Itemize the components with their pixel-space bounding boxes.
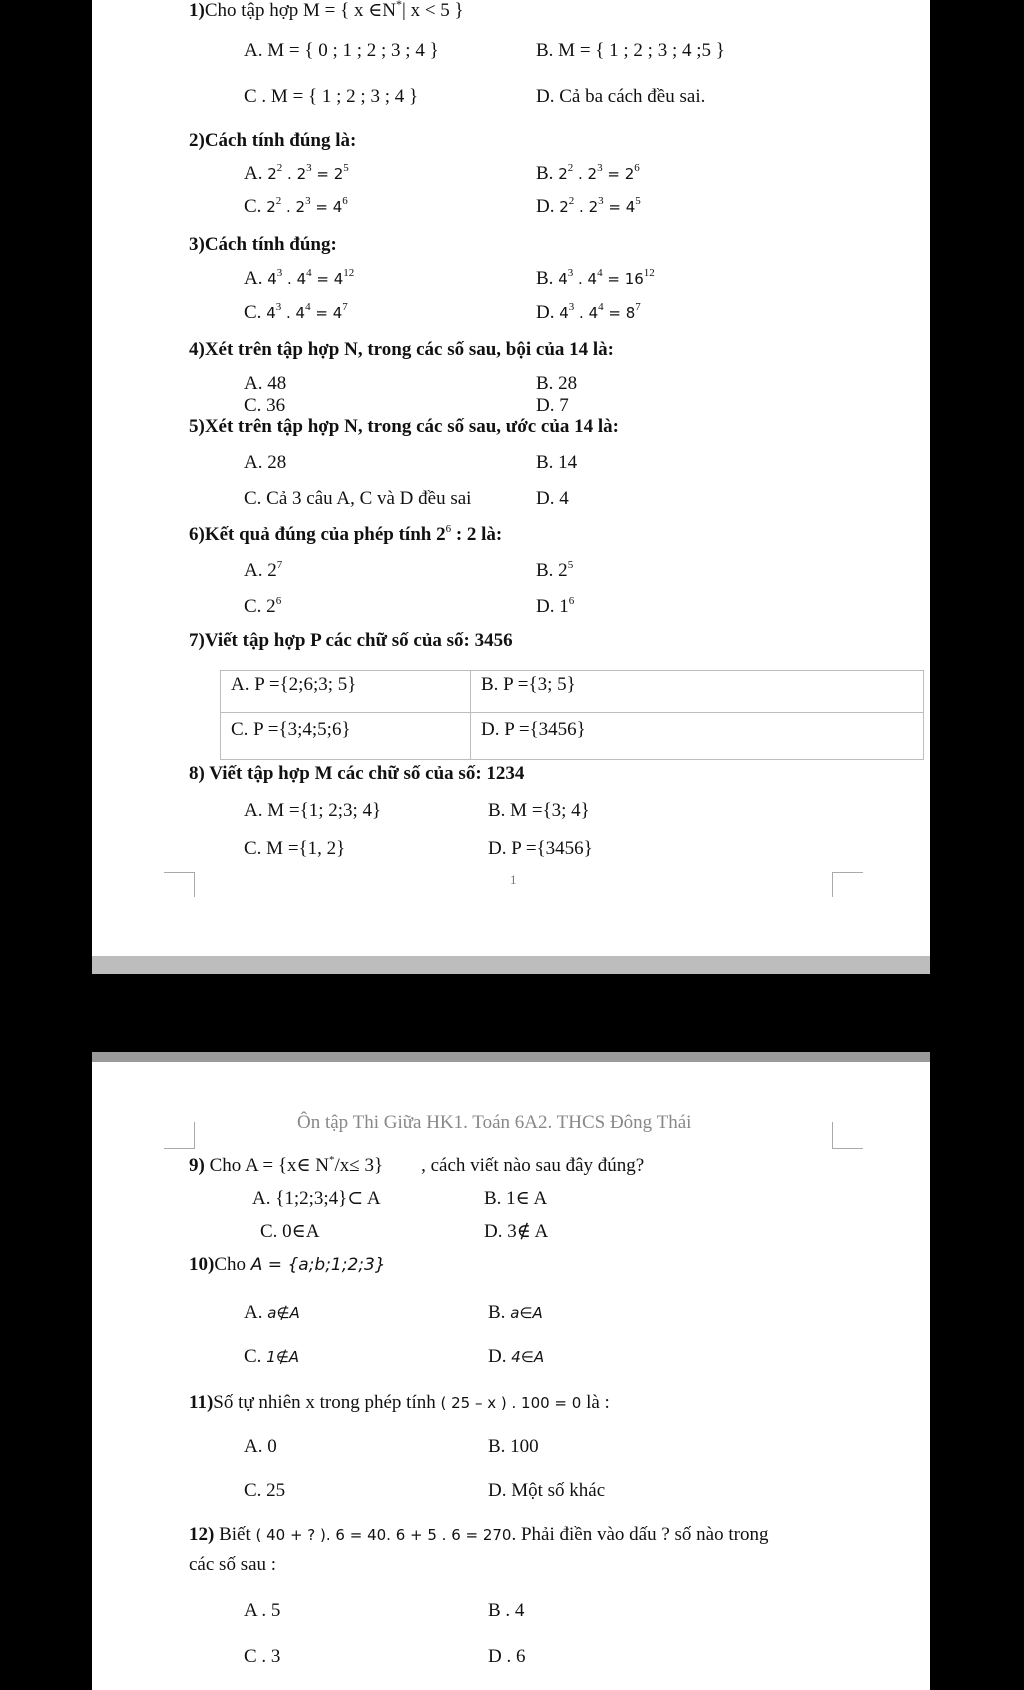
q9-option-c[interactable]: C. 0∈A bbox=[260, 1221, 320, 1242]
question-3: 3)Cách tính đúng: bbox=[189, 234, 337, 255]
question-10: 10)Cho A = {a;b;1;2;3} bbox=[189, 1254, 386, 1275]
q5-option-a[interactable]: A. 28 bbox=[244, 452, 287, 473]
page-header: Ôn tập Thi Giữa HK1. Toán 6A2. THCS Đông Thái bbox=[297, 1112, 692, 1133]
q7-option-b[interactable]: B. P ={3; 5} bbox=[481, 674, 576, 695]
q7-cell-d[interactable] bbox=[471, 713, 923, 759]
q10-option-a[interactable]: A. a∉A bbox=[244, 1302, 300, 1323]
page-separator bbox=[92, 956, 930, 974]
q10-option-c[interactable]: C. 1∉A bbox=[244, 1346, 300, 1367]
q7-option-d[interactable]: D. P ={3456} bbox=[481, 719, 586, 740]
q3-option-a[interactable]: A. $4^3$ . $4^4 = 4^{12}$ bbox=[244, 266, 355, 289]
question-12-line-2: các số sau : bbox=[189, 1554, 277, 1575]
q11-option-d[interactable]: D. Một số khác bbox=[488, 1480, 606, 1501]
q3-option-b[interactable]: B. $4^3$ . $4^4 = 16^{12}$ bbox=[536, 266, 655, 289]
q9-option-a[interactable]: A. {1;2;3;4}⊂ A bbox=[252, 1188, 381, 1209]
q6-option-a[interactable]: A. $2^7$ bbox=[244, 558, 283, 581]
q2-option-b[interactable]: B. $2^2$ . $2^3 = 2^6$ bbox=[536, 161, 640, 184]
margin-mark-right bbox=[832, 872, 863, 897]
margin-mark-right-top bbox=[832, 1122, 863, 1149]
q2-option-c[interactable]: C. $2^2$ . $2^3 = 4^6$ bbox=[244, 194, 348, 217]
q6-option-d[interactable]: D. $1^6$ bbox=[536, 594, 575, 617]
q7-cell-b[interactable] bbox=[471, 671, 923, 713]
q11-option-c[interactable]: C. 25 bbox=[244, 1480, 286, 1501]
q5-option-d[interactable]: D. 4 bbox=[536, 488, 569, 509]
question-8: 8) Viết tập hợp M các chữ số của số: 1234 bbox=[189, 763, 525, 784]
q2-option-d[interactable]: D. $2^2$ . $2^3 = 4^5$ bbox=[536, 194, 641, 217]
q7-cell-c[interactable] bbox=[221, 713, 471, 759]
q8-option-b[interactable]: B. M ={3; 4} bbox=[488, 800, 590, 821]
q4-option-d[interactable]: D. 7 bbox=[536, 395, 569, 416]
q8-option-a[interactable]: A. M ={1; 2;3; 4} bbox=[244, 800, 382, 821]
question-5: 5)Xét trên tập hợp N, trong các số sau, ước của 14 là: bbox=[189, 416, 620, 437]
q1-option-a[interactable]: A. M = { 0 ; 1 ; 2 ; 3 ; 4 } bbox=[244, 40, 439, 61]
q5-option-b[interactable]: B. 14 bbox=[536, 452, 578, 473]
q7-option-c[interactable]: C. P ={3;4;5;6} bbox=[231, 719, 351, 740]
margin-mark-left bbox=[164, 872, 195, 897]
q1-option-d[interactable]: D. Cả ba cách đều sai. bbox=[536, 86, 706, 107]
question-11: 11)Số tự nhiên x trong phép tính ( 25 – x ) . 100 = 0 là : bbox=[189, 1392, 610, 1413]
q6-option-c[interactable]: C. $2^6$ bbox=[244, 594, 282, 617]
q6-option-b[interactable]: B. $2^5$ bbox=[536, 558, 574, 581]
q10-option-d[interactable]: D. 4∈A bbox=[488, 1346, 545, 1367]
q11-option-a[interactable]: A. 0 bbox=[244, 1436, 277, 1457]
question-2: 2)Cách tính đúng là: bbox=[189, 130, 357, 151]
q7-cell-a[interactable] bbox=[221, 671, 471, 713]
q7-options-table bbox=[220, 670, 924, 760]
page-number: 1 bbox=[510, 872, 517, 887]
q12-option-b[interactable]: B . 4 bbox=[488, 1600, 525, 1621]
page-separator-strip bbox=[92, 1052, 930, 1062]
q9-option-b[interactable]: B. 1∈ A bbox=[484, 1188, 548, 1209]
q8-option-d[interactable]: D. P ={3456} bbox=[488, 838, 593, 859]
q1-option-b[interactable]: B. M = { 1 ; 2 ; 3 ; 4 ;5 } bbox=[536, 40, 725, 61]
q4-option-a[interactable]: A. 48 bbox=[244, 373, 287, 394]
margin-mark-left-top bbox=[164, 1122, 195, 1149]
document-page-1 bbox=[92, 0, 930, 956]
question-6: 6)Kết quả đúng của phép tính $2^6$ : 2 là: bbox=[189, 522, 503, 545]
question-1: 1)Cho tập hợp M = { x ∈N*| x < 5 } bbox=[189, 0, 464, 21]
q9-option-d[interactable]: D. 3∉ A bbox=[484, 1221, 549, 1242]
question-4: 4)Xét trên tập hợp N, trong các số sau, bội của 14 là: bbox=[189, 339, 614, 360]
document-page-2 bbox=[92, 1062, 930, 1690]
q1-option-c[interactable]: C . M = { 1 ; 2 ; 3 ; 4 } bbox=[244, 86, 419, 107]
q12-option-d[interactable]: D . 6 bbox=[488, 1646, 526, 1667]
q3-option-c[interactable]: C. $4^3$ . $4^4 = 4^7$ bbox=[244, 300, 348, 323]
q4-option-b[interactable]: B. 28 bbox=[536, 373, 578, 394]
q4-option-c[interactable]: C. 36 bbox=[244, 395, 286, 416]
q8-option-c[interactable]: C. M ={1, 2} bbox=[244, 838, 346, 859]
q11-option-b[interactable]: B. 100 bbox=[488, 1436, 539, 1457]
q12-option-c[interactable]: C . 3 bbox=[244, 1646, 281, 1667]
question-12: 12) Biết ( 40 + ? ). 6 = 40. 6 + 5 . 6 = 270. Phải điền vào dấu ? số nào trong bbox=[189, 1524, 769, 1545]
question-9: 9) Cho A = {x∈ N*/x≤ 3} , cách viết nào sau đây đúng? bbox=[189, 1153, 645, 1176]
q12-option-a[interactable]: A . 5 bbox=[244, 1600, 281, 1621]
q2-option-a[interactable]: A. $2^2$ . $2^3 = 2^5$ bbox=[244, 161, 349, 184]
q7-option-a[interactable]: A. P ={2;6;3; 5} bbox=[231, 674, 357, 695]
q10-option-b[interactable]: B. a∈A bbox=[488, 1302, 543, 1323]
q3-option-d[interactable]: D. $4^3$ . $4^4 = 8^7$ bbox=[536, 300, 641, 323]
question-7: 7)Viết tập hợp P các chữ số của số: 3456 bbox=[189, 630, 513, 651]
q5-option-c[interactable]: C. Cả 3 câu A, C và D đều sai bbox=[244, 488, 472, 509]
